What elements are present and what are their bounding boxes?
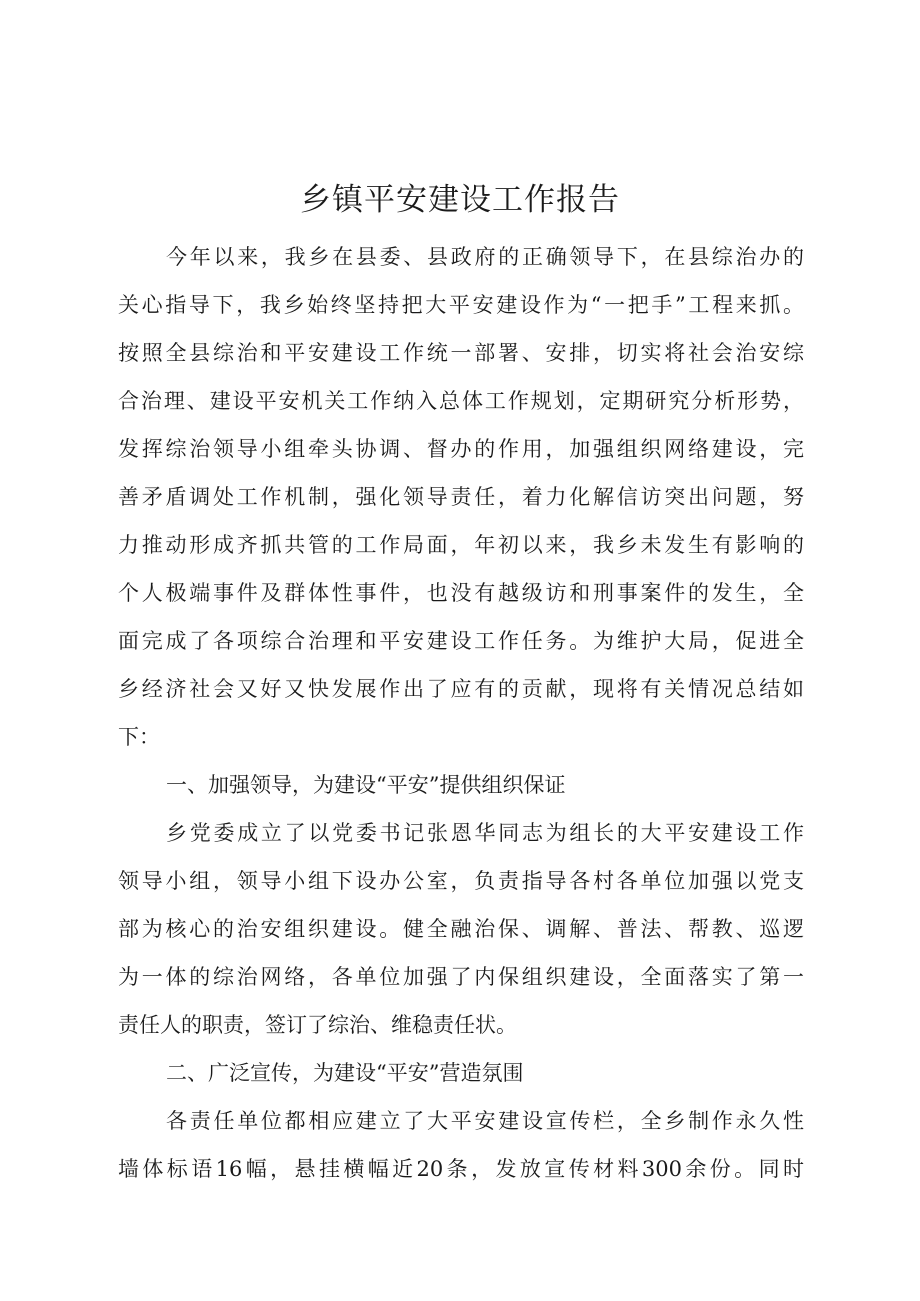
paragraph-line: 力推动形成齐抓共管的工作局面，年初以来，我乡未发生有影响的: [118, 533, 804, 557]
paragraph-line: 发挥综治领导小组牵头协调、督办的作用，加强组织网络建设，完: [118, 437, 804, 461]
paragraph-line: 各责任单位都相应建立了大平安建设宣传栏，全乡制作永久性: [166, 1109, 804, 1133]
document-title: 乡镇平安建设工作报告: [300, 182, 620, 218]
paragraph-line: 关心指导下，我乡始终坚持把大平安建设作为“一把手”工程来抓。: [118, 293, 804, 317]
paragraph-line: 个人极端事件及群体性事件，也没有越级访和刑事案件的发生，全: [118, 581, 804, 605]
document-body: [118, 233, 804, 1193]
paragraph-line: 领导小组，领导小组下设办公室，负责指导各村各单位加强以党支: [118, 869, 804, 893]
paragraph-line: 为一体的综治网络，各单位加强了内保组织建设，全面落实了第一: [118, 965, 804, 989]
paragraph-line: 今年以来，我乡在县委、县政府的正确领导下，在县综治办的: [166, 245, 804, 269]
paragraph-line: 责任人的职责，签订了综治、维稳责任状。: [118, 1013, 517, 1037]
paragraph-line: 部为核心的治安组织建设。健全融治保、调解、普法、帮教、巡逻: [118, 917, 804, 941]
section-heading: 二、广泛宣传，为建设“平安”营造氛围: [166, 1061, 524, 1085]
paragraph-line: 乡经济社会又好又快发展作出了应有的贡献，现将有关情况总结如: [118, 677, 804, 701]
paragraph-line: 面完成了各项综合治理和平安建设工作任务。为维护大局，促进全: [118, 629, 804, 653]
paragraph-line: 善矛盾调处工作机制，强化领导责任，着力化解信访突出问题，努: [118, 485, 804, 509]
section-heading: 一、加强领导，为建设“平安”提供组织保证: [166, 773, 566, 797]
paragraph-line: 下：: [118, 725, 160, 749]
paragraph-line: 墙体标语16幅，悬挂横幅近20条，发放宣传材料300余份。同时: [118, 1157, 804, 1181]
paragraph-line: 合治理、建设平安机关工作纳入总体工作规划，定期研究分析形势，: [118, 389, 804, 413]
paragraph-line: 按照全县综治和平安建设工作统一部署、安排，切实将社会治安综: [118, 341, 804, 365]
paragraph-line: 乡党委成立了以党委书记张恩华同志为组长的大平安建设工作: [166, 821, 804, 845]
